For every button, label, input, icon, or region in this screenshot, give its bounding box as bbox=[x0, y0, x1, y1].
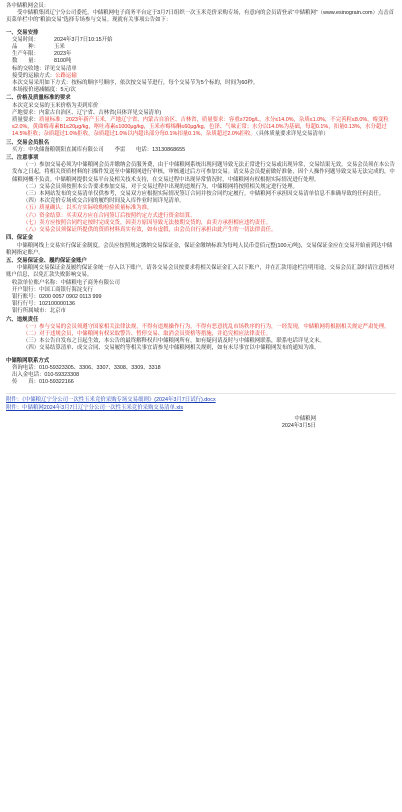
contacts bbox=[6, 365, 396, 387]
closing-item: （三）本公告自发布之日起生效，本公告的最终解释权归中储粮网所有，如有疑问请及时与中储粮网联系，联系电话详见文末。 bbox=[23, 338, 325, 345]
contacts-title: 中储粮网联系方式 bbox=[6, 357, 50, 364]
purchaser: 买方：中央储备粮朝阳直属库有限公司 李雷 电话：13130868655 bbox=[12, 146, 186, 153]
account-info bbox=[6, 280, 396, 316]
notice-item: （八）交易会员须保证所提供的资质材料真实有效，如有虚假，由会员自行承担由此产生的一切法律责任。 bbox=[23, 227, 277, 234]
section-title: 三、交易会员报名 bbox=[6, 139, 50, 146]
account-intro: 中储粮网交易保证金及履约保证金统一存入以下账户，请各交易会员按要求将相关保证金汇入以下账户，并在汇款用途栏注明用途，交易会员汇款时请注意核对账户信息，以免汇款失败影响交易。 bbox=[6, 265, 395, 279]
account-city: 银行所属城市：北京市 bbox=[12, 308, 66, 315]
deposit-body: 中储粮网线上交易实行保证金制度。会员应按照规定缴纳交易保证金，保证金缴纳标准为每吨人民币壹佰元整(100元/吨)，交易保证金应在交易开始前到达中储粮网指定账户。 bbox=[6, 242, 393, 256]
notice-item: （三）本网站发布的交易清单仅供参考，交易双方应根据实际情况签订合同并按合同约定履行。中储粮网不承担因交易清单信息不准确导致的任何责任。 bbox=[23, 191, 385, 198]
schedule-row: 标的交收地： 详见交易清单 bbox=[12, 65, 77, 72]
notice-item: （五）质量确认：以买方实际收购检验质量标准为准。 bbox=[23, 205, 153, 212]
contact-fax: 传 真：010-59322166 bbox=[12, 379, 74, 386]
violation-item: （一）参与交易的会员须遵守国家相关法律法规，不得有违规操作行为，不得有恶意扰乱市场秩序的行为，一经发现，中储粮网将根据相关规定严肃处理。 bbox=[23, 323, 390, 330]
notice-item: （四）本次竞价专场成交合同的履约时间及入库作业时间详见清单。 bbox=[23, 198, 185, 205]
schedule-row: 本次交易采用如下方式：按标的顺序号顺序，依次按交易节进行，每个交易节为5个标的，时间为60秒。 bbox=[12, 80, 259, 87]
schedule-row: 交易时间： 2024年3月7日10:15开始 bbox=[12, 36, 113, 43]
divider bbox=[6, 393, 396, 394]
signature-org: 中储粮网 bbox=[294, 415, 316, 422]
quality-note: 质量要求：质量标准：2023年新产玉米，产地辽宁省、内蒙古自治区、吉林省，质量要求：容重≥720g/L，水分≤14.0%，杂质≤1.0%，不完善粒≤8.0%，霉变粒≤2.0%，黄曲霉毒素B1≤20μg/kg，呕吐毒素≤1000μg/kg，玉米赤霉烯酮≤60μg/kg，色泽、气味正常；水分以14.0%为基础，每超0.1%，扣量0.13%，水分超过14.5%拒收；杂质超过1.0%拒收，杂质超过1.0%以内超出部分每0.1%扣量0.1%，杂质超过2.0%拒收。（具体质量要求详见交易清单） bbox=[12, 117, 389, 138]
closing-item: （四）交易结算清单、成交合同、交易履约等相关事宜请参见中储粮网相关规则，如有未尽事宜以中储粮网发布的通知为准。 bbox=[23, 345, 320, 352]
violation-item: （二）对于违规会员，中储粮网有权采取警告、暂停交易、取消会员资格等措施，并追究相应法律责任。 bbox=[23, 330, 271, 337]
notice-item: （六）资金结算：买卖双方应在合同签订后按照约定方式进行资金结算。 bbox=[23, 212, 196, 219]
notice-item: （七）卖方应按照合同约定按时完成交货，因卖方原因导致无法按期交货的，由卖方承担相应违约责任。 bbox=[23, 219, 271, 226]
schedule-row: 接受的运输方式： 公路运输 bbox=[12, 72, 77, 79]
account-name: 收款单位账户名称：中储粮电子商务有限公司 bbox=[12, 279, 120, 286]
notice-item: （一）参加交易必须为中储粮网会员并缴纳会员服务费，由于中储粮网系统出现问题导致无法正常进行交易或出现异常，交易结果无效。交易会员须在本公告发布之日起，将相关资质材料的扫描件发送至中储粮网进行审核，审核通过后方可参加交易。请交易会员提前做好准备，因个人操作问题导致交易无法完成的，中储粮网概不负责。中储粮网提供交易平台及相关技术支持，在交易过程中出现异常情况时，中储粮网有权根据实际情况进行处理。 bbox=[12, 162, 395, 183]
section-title: 二、价格及质量标准的要求 bbox=[6, 95, 71, 102]
intro: 受中储粮集团辽宁分公司委托，中储粮网电子商务平台定于3月7日组织一次玉米竞价采购专场，有意向的会员请登录“中储粮网”（www.esinograin.com）点击首页菜单栏中的“粮油交易”选择专场参与交易。现就有关事项公告如下： bbox=[6, 10, 395, 24]
price-note: 本次竞采交易的玉米价格为卖到库价 bbox=[12, 102, 99, 109]
section-title: 六、违规责任 bbox=[6, 316, 39, 323]
schedule-row: 品 种： 玉米 bbox=[12, 44, 65, 51]
section-title: 一、交易安排 bbox=[6, 29, 39, 36]
section-title: 三、注意事项 bbox=[6, 155, 39, 162]
schedule-row: 本场报价递减幅度： 5元/次 bbox=[12, 87, 76, 94]
contact-phone: 咨询电话：010-59323305、3306、3307、3308、3309、3318 bbox=[12, 364, 161, 371]
section-title: 四、保证金 bbox=[6, 235, 33, 242]
origin-note: 产地要求：内蒙古自治区、辽宁省、吉林省(具体详见交易清单) bbox=[12, 109, 162, 116]
notice-item: （二）交易会员须按照本公告要求参加交易，对于交易过程中出现的违规行为，中储粮网将按照相关规定进行处理。 bbox=[23, 183, 298, 190]
schedule-row: 数 量： 8100吨 bbox=[12, 58, 72, 65]
account-bank: 开户银行：中国工商银行海淀支行 bbox=[12, 286, 93, 293]
account-code: 银行行号：102100000136 bbox=[12, 301, 75, 308]
attachment-link[interactable]: 附件：中储粮网2024年3月7日辽宁分公司一次性玉米竞价采购交易清单.xls bbox=[6, 404, 184, 411]
greeting: 各中储粮网会员： bbox=[6, 3, 50, 9]
account-number: 银行账号：0200 0057 0902 0113 999 bbox=[12, 293, 102, 300]
contact-finance: 出入金电话：010-59323308 bbox=[12, 371, 80, 378]
section-title: 五、交易保证金、履约保证金账户 bbox=[6, 257, 87, 264]
attachment-link[interactable]: 附件：《中储粮辽宁分公司一次性玉米竞价采购专场交易细则》(2024年3月7日试行).docx bbox=[6, 397, 216, 404]
signature-date: 2024年3月5日 bbox=[281, 422, 316, 429]
schedule-list bbox=[6, 37, 396, 95]
schedule-row: 生产年限： 2023年 bbox=[12, 51, 72, 58]
